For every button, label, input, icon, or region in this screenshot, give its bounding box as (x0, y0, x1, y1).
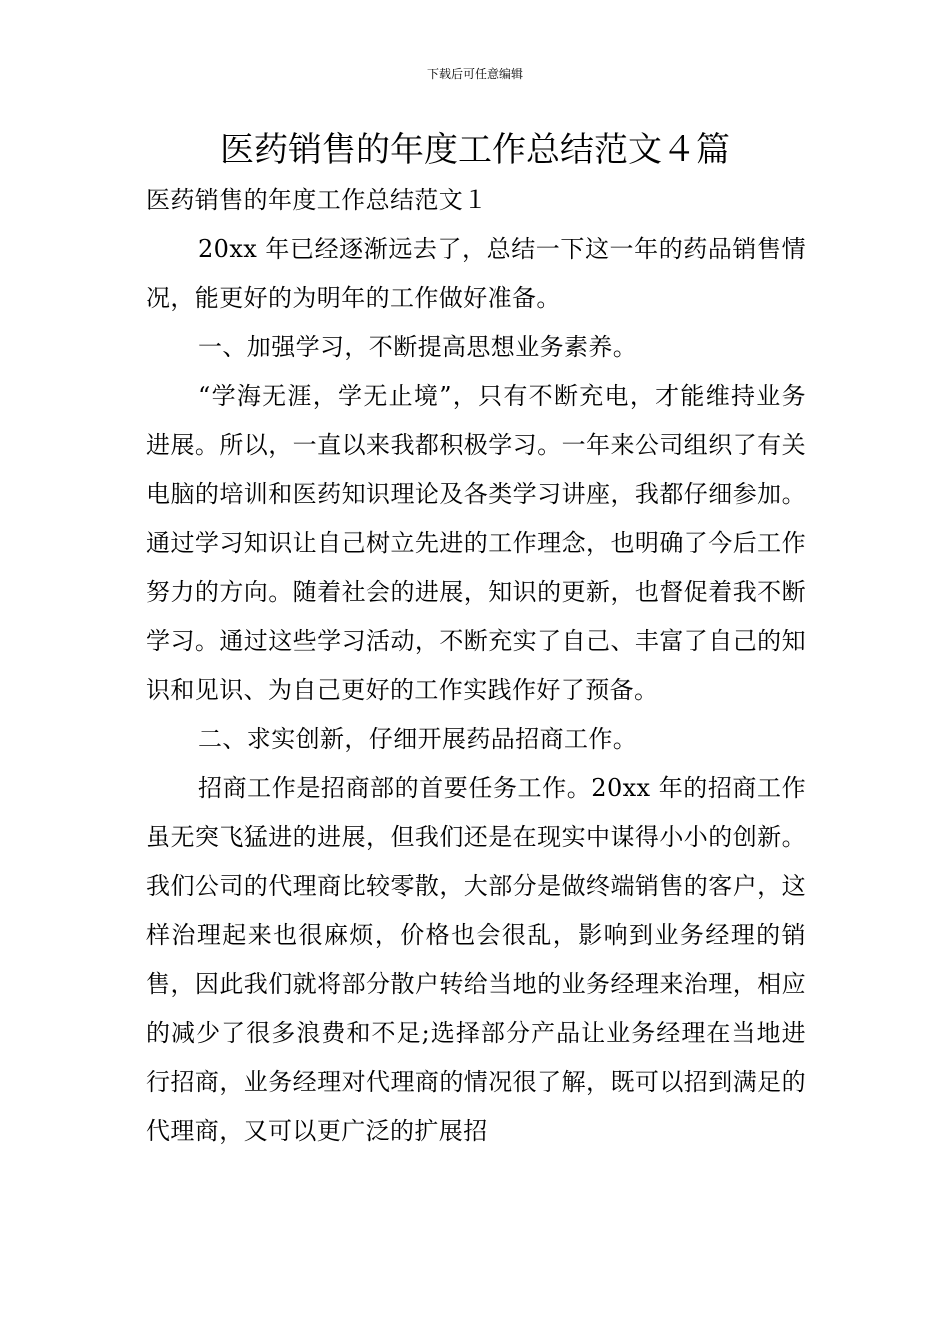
section-title: 医药销售的年度工作总结范文１ (146, 186, 488, 214)
paragraph-investment: 招商工作是招商部的首要任务工作。20xx 年的招商工作虽无突飞猛进的进展，但我们还是在现实中谋得小小的创新。我们公司的代理商比较零散，大部分是做终端销售的客户，这样治理起来也很麻烦，价格也会很乱，影响到业务经理的销售，因此我们就将部分散户转给当地的业务经理来治理，相应的减少了很多浪费和不足;选择部分产品让业务经理在当地进行招商，业务经理对代理商的情况很了解，既可以招到满足的代理商，又可以更广泛的扩展招 (146, 774, 806, 1145)
heading-study: 一、加强学习，不断提高思想业务素养。 (198, 333, 638, 361)
header-note: 下载后可任意编辑 (426, 67, 523, 81)
heading-investment: 二、求实创新，仔细开展药品招商工作。 (198, 725, 638, 753)
paragraph-intro: 20xx 年已经逐渐远去了，总结一下这一年的药品销售情况，能更好的为明年的工作做好准备。 (146, 235, 806, 312)
document-body (146, 176, 806, 1156)
document-title: 医药销售的年度工作总结范文４篇 (220, 130, 730, 170)
paragraph-study: “学海无涯，学无止境”，只有不断充电，才能维持业务进展。所以，一直以来我都积极学习。一年来公司组织了有关电脑的培训和医药知识理论及各类学习讲座，我都仔细参加。通过学习知识让自己树立先进的工作理念，也明确了今后工作努力的方向。随着社会的进展，知识的更新，也督促着我不断学习。通过这些学习活动，不断充实了自己、丰富了自己的知识和见识、为自己更好的工作实践作好了预备。 (146, 382, 806, 704)
